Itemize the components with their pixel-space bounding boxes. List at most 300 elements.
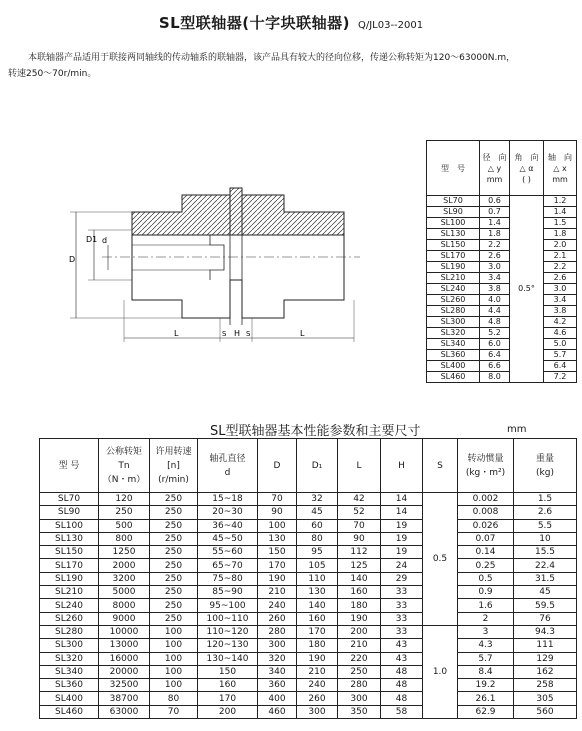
model-cell: SL240 — [40, 599, 99, 612]
weight-cell: 22.4 — [514, 559, 577, 572]
table-row — [40, 572, 577, 585]
H-cell: 48 — [381, 692, 423, 705]
header-axial: 轴 向 △ x mm — [544, 141, 577, 196]
torque-cell: 120 — [99, 493, 150, 506]
header-weight: 重量 (kg) — [514, 439, 577, 493]
header-model: 型 号 — [40, 439, 99, 493]
model-cell: SL300 — [427, 317, 480, 328]
radial-cell: 3.4 — [480, 273, 510, 284]
model-cell: SL150 — [40, 546, 99, 559]
D1-cell: 190 — [297, 652, 338, 665]
radial-cell: 6.4 — [480, 350, 510, 361]
table-row — [427, 295, 577, 306]
speed-cell: 250 — [150, 586, 198, 599]
inertia-cell: 0.9 — [458, 586, 514, 599]
model-cell: SL300 — [40, 639, 99, 652]
H-cell: 33 — [381, 586, 423, 599]
speed-cell: 250 — [150, 493, 198, 506]
radial-cell: 0.7 — [480, 207, 510, 218]
radial-cell: 1.8 — [480, 229, 510, 240]
table-row — [40, 612, 577, 625]
table-row — [40, 639, 577, 652]
axial-cell: 2.6 — [544, 273, 577, 284]
D1-cell: 140 — [297, 599, 338, 612]
L-cell: 125 — [338, 559, 381, 572]
speed-cell: 80 — [150, 692, 198, 705]
perf-table-header — [40, 439, 577, 493]
table-row — [40, 665, 577, 678]
header-L: L — [338, 439, 381, 493]
dim-label-S-right: S — [246, 330, 251, 338]
axial-cell: 3.8 — [544, 306, 577, 317]
model-cell: SL100 — [427, 218, 480, 229]
D-cell: 210 — [258, 586, 297, 599]
axial-cell: 1.8 — [544, 229, 577, 240]
weight-cell: 162 — [514, 665, 577, 678]
dim-label-L-left: L — [174, 329, 179, 338]
model-cell: SL340 — [40, 665, 99, 678]
D1-cell: 80 — [297, 532, 338, 545]
speed-cell: 250 — [150, 506, 198, 519]
model-cell: SL320 — [427, 328, 480, 339]
model-cell: SL280 — [427, 306, 480, 317]
axial-cell: 2.0 — [544, 240, 577, 251]
L-cell: 112 — [338, 546, 381, 559]
coupling-outline-lower — [132, 235, 344, 318]
header-D1: D₁ — [297, 439, 338, 493]
inertia-cell: 4.3 — [458, 639, 514, 652]
torque-cell: 500 — [99, 519, 150, 532]
bore-cell: 200 — [198, 705, 258, 718]
table-row — [427, 306, 577, 317]
torque-cell: 20000 — [99, 665, 150, 678]
table-row — [427, 229, 577, 240]
weight-cell: 305 — [514, 692, 577, 705]
table-row — [427, 317, 577, 328]
bore-cell: 100~110 — [198, 612, 258, 625]
right-hub-section — [242, 195, 344, 235]
D1-cell: 60 — [297, 519, 338, 532]
inertia-cell: 19.2 — [458, 679, 514, 692]
bore-cell: 120~130 — [198, 639, 258, 652]
D-cell: 340 — [258, 665, 297, 678]
table-row — [40, 493, 577, 506]
D-cell: 300 — [258, 639, 297, 652]
table-row — [427, 207, 577, 218]
model-cell: SL210 — [40, 586, 99, 599]
header-H: H — [381, 439, 423, 493]
radial-cell: 1.4 — [480, 218, 510, 229]
table-row — [40, 625, 577, 638]
bore-cell: 170 — [198, 692, 258, 705]
inertia-cell: 0.008 — [458, 506, 514, 519]
perf-table-body — [40, 493, 577, 719]
L-cell: 190 — [338, 612, 381, 625]
table-row — [427, 284, 577, 295]
bore-cell: 130~140 — [198, 652, 258, 665]
L-cell: 42 — [338, 493, 381, 506]
radial-cell: 6.0 — [480, 339, 510, 350]
D1-cell: 240 — [297, 679, 338, 692]
D1-cell: 110 — [297, 572, 338, 585]
D1-cell: 300 — [297, 705, 338, 718]
torque-cell: 800 — [99, 532, 150, 545]
perf-table-title: SL型联轴器基本性能参数和主要尺寸 — [210, 424, 421, 439]
radial-cell: 4.4 — [480, 306, 510, 317]
weight-cell: 76 — [514, 612, 577, 625]
intro-line-1: 本联轴器产品适用于联接两同轴线的传动轴系的联轴器，该产品具有较大的径向位移，传递公称转矩为120～63000N.m， — [28, 53, 516, 63]
inertia-cell: 0.002 — [458, 493, 514, 506]
bore-cell: 95~100 — [198, 599, 258, 612]
S-cell: 0.5 — [423, 493, 458, 626]
D1-cell: 105 — [297, 559, 338, 572]
dim-label-D1: D1 — [86, 235, 98, 244]
angular-cell: 0.5° — [510, 196, 544, 383]
dim-label-D: D — [69, 255, 76, 264]
table-row — [427, 372, 577, 383]
H-cell: 19 — [381, 519, 423, 532]
dim-label-L-right: L — [300, 329, 305, 338]
torque-cell: 9000 — [99, 612, 150, 625]
weight-cell: 560 — [514, 705, 577, 718]
table-row — [427, 273, 577, 284]
model-cell: SL170 — [40, 559, 99, 572]
H-cell: 43 — [381, 639, 423, 652]
table-row — [40, 679, 577, 692]
weight-cell: 2.6 — [514, 506, 577, 519]
D1-cell: 160 — [297, 612, 338, 625]
header-model: 型 号 — [427, 141, 480, 196]
L-cell: 210 — [338, 639, 381, 652]
D-cell: 260 — [258, 612, 297, 625]
table-row — [40, 519, 577, 532]
axial-cell: 3.0 — [544, 284, 577, 295]
table-row — [40, 692, 577, 705]
torque-cell: 63000 — [99, 705, 150, 718]
center-block-section — [230, 188, 242, 235]
model-cell: SL400 — [427, 361, 480, 372]
model-cell: SL320 — [40, 652, 99, 665]
model-cell: SL360 — [427, 350, 480, 361]
axial-cell: 1.2 — [544, 196, 577, 207]
dim-label-d: d — [102, 236, 108, 245]
inertia-cell: 62.9 — [458, 705, 514, 718]
D1-cell: 95 — [297, 546, 338, 559]
inertia-cell: 2 — [458, 612, 514, 625]
speed-cell: 250 — [150, 612, 198, 625]
model-cell: SL190 — [427, 262, 480, 273]
H-cell: 48 — [381, 665, 423, 678]
H-cell: 19 — [381, 532, 423, 545]
D-cell: 130 — [258, 532, 297, 545]
header-D: D — [258, 439, 297, 493]
perf-table-unit: mm — [507, 424, 527, 435]
D-cell: 150 — [258, 546, 297, 559]
L-cell: 220 — [338, 652, 381, 665]
speed-cell: 250 — [150, 546, 198, 559]
D-cell: 100 — [258, 519, 297, 532]
weight-cell: 1.5 — [514, 493, 577, 506]
table-row — [40, 599, 577, 612]
bore-cell: 45~50 — [198, 532, 258, 545]
inertia-cell: 26.1 — [458, 692, 514, 705]
bore-cell: 65~70 — [198, 559, 258, 572]
bore-cell: 110~120 — [198, 625, 258, 638]
D-cell: 280 — [258, 625, 297, 638]
weight-cell: 129 — [514, 652, 577, 665]
axial-cell: 2.2 — [544, 262, 577, 273]
table-row — [40, 506, 577, 519]
model-cell: SL70 — [427, 196, 480, 207]
coupling-drawing — [62, 150, 362, 360]
header-bore: 轴孔直径 d — [198, 439, 258, 493]
L-cell: 90 — [338, 532, 381, 545]
axial-cell: 5.7 — [544, 350, 577, 361]
header-torque: 公称转矩 Tn （N・m） — [99, 439, 150, 493]
left-hub-section — [132, 195, 230, 235]
L-cell: 250 — [338, 665, 381, 678]
weight-cell: 59.5 — [514, 599, 577, 612]
H-cell: 24 — [381, 559, 423, 572]
H-cell: 14 — [381, 493, 423, 506]
radial-cell: 2.2 — [480, 240, 510, 251]
performance-table — [39, 438, 577, 719]
L-cell: 52 — [338, 506, 381, 519]
weight-cell: 45 — [514, 586, 577, 599]
table-row — [40, 559, 577, 572]
header-S: S — [423, 439, 458, 493]
model-cell: SL130 — [427, 229, 480, 240]
torque-cell: 8000 — [99, 599, 150, 612]
inertia-cell: 0.25 — [458, 559, 514, 572]
table-row — [427, 262, 577, 273]
L-cell: 180 — [338, 599, 381, 612]
H-cell: 43 — [381, 652, 423, 665]
D1-cell: 45 — [297, 506, 338, 519]
intro-line-2: 转速250～70r/min。 — [8, 69, 97, 79]
bore-cell: 36~40 — [198, 519, 258, 532]
model-cell: SL100 — [40, 519, 99, 532]
table-row — [427, 251, 577, 262]
axial-cell: 4.6 — [544, 328, 577, 339]
dim-label-S-left: S — [222, 330, 227, 338]
speed-cell: 100 — [150, 652, 198, 665]
table-row — [40, 705, 577, 718]
model-cell: SL460 — [427, 372, 480, 383]
table-row — [40, 586, 577, 599]
inertia-cell: 0.5 — [458, 572, 514, 585]
radial-cell: 3.0 — [480, 262, 510, 273]
model-cell: SL150 — [427, 240, 480, 251]
D-cell: 90 — [258, 506, 297, 519]
intro-paragraph — [8, 50, 576, 82]
model-cell: SL460 — [40, 705, 99, 718]
D-cell: 360 — [258, 679, 297, 692]
H-cell: 48 — [381, 679, 423, 692]
H-cell: 29 — [381, 572, 423, 585]
model-cell: SL90 — [40, 506, 99, 519]
torque-cell: 32500 — [99, 679, 150, 692]
torque-cell: 16000 — [99, 652, 150, 665]
speed-cell: 250 — [150, 572, 198, 585]
S-cell: 1.0 — [423, 625, 458, 718]
H-cell: 19 — [381, 546, 423, 559]
torque-cell: 3200 — [99, 572, 150, 585]
D-cell: 190 — [258, 572, 297, 585]
weight-cell: 258 — [514, 679, 577, 692]
D-cell: 460 — [258, 705, 297, 718]
header-angular: 角 向 △ α ( ) — [510, 141, 544, 196]
bore-cell: 75~80 — [198, 572, 258, 585]
torque-cell: 10000 — [99, 625, 150, 638]
axial-cell: 6.4 — [544, 361, 577, 372]
table-row — [427, 196, 577, 207]
table-row — [427, 361, 577, 372]
D-cell: 170 — [258, 559, 297, 572]
model-cell: SL260 — [427, 295, 480, 306]
table-row — [427, 328, 577, 339]
inertia-cell: 8.4 — [458, 665, 514, 678]
weight-cell: 15.5 — [514, 546, 577, 559]
model-cell: SL260 — [40, 612, 99, 625]
axial-cell: 3.4 — [544, 295, 577, 306]
model-cell: SL340 — [427, 339, 480, 350]
table-row — [40, 546, 577, 559]
D-cell: 320 — [258, 652, 297, 665]
dim-label-H: H — [234, 329, 241, 338]
header-inertia: 转动惯量 (kg・m²) — [458, 439, 514, 493]
speed-cell: 250 — [150, 519, 198, 532]
model-cell: SL240 — [427, 284, 480, 295]
D1-cell: 180 — [297, 639, 338, 652]
D-cell: 70 — [258, 493, 297, 506]
torque-cell: 38700 — [99, 692, 150, 705]
D-cell: 400 — [258, 692, 297, 705]
D1-cell: 32 — [297, 493, 338, 506]
H-cell: 14 — [381, 506, 423, 519]
L-cell: 280 — [338, 679, 381, 692]
axial-cell: 4.2 — [544, 317, 577, 328]
inertia-cell: 5.7 — [458, 652, 514, 665]
model-cell: SL400 — [40, 692, 99, 705]
radial-cell: 6.6 — [480, 361, 510, 372]
table-row — [427, 339, 577, 350]
weight-cell: 94.3 — [514, 625, 577, 638]
torque-cell: 13000 — [99, 639, 150, 652]
header-radial: 径 向 △ y mm — [480, 141, 510, 196]
bore-cell: 20~30 — [198, 506, 258, 519]
weight-cell: 111 — [514, 639, 577, 652]
inertia-cell: 3 — [458, 625, 514, 638]
speed-cell: 100 — [150, 639, 198, 652]
standard-number: Q/JL03--2001 — [357, 20, 424, 31]
inertia-cell: 1.6 — [458, 599, 514, 612]
inertia-cell: 0.07 — [458, 532, 514, 545]
bore-cell: 160 — [198, 679, 258, 692]
inertia-cell: 0.026 — [458, 519, 514, 532]
D1-cell: 130 — [297, 586, 338, 599]
speed-cell: 100 — [150, 679, 198, 692]
L-cell: 160 — [338, 586, 381, 599]
displacement-table-body — [427, 196, 577, 383]
model-cell: SL280 — [40, 625, 99, 638]
axial-cell: 1.5 — [544, 218, 577, 229]
table-row — [40, 532, 577, 545]
displacement-table-header — [427, 141, 577, 196]
radial-cell: 4.0 — [480, 295, 510, 306]
weight-cell: 10 — [514, 532, 577, 545]
weight-cell: 5.5 — [514, 519, 577, 532]
D1-cell: 210 — [297, 665, 338, 678]
page-title — [0, 12, 582, 33]
bore-cell: 150 — [198, 665, 258, 678]
axial-cell: 5.0 — [544, 339, 577, 350]
bore-cell: 55~60 — [198, 546, 258, 559]
L-cell: 70 — [338, 519, 381, 532]
speed-cell: 250 — [150, 559, 198, 572]
torque-cell: 2000 — [99, 559, 150, 572]
model-cell: SL90 — [427, 207, 480, 218]
torque-cell: 250 — [99, 506, 150, 519]
D-cell: 240 — [258, 599, 297, 612]
displacement-table — [426, 140, 577, 383]
model-cell: SL210 — [427, 273, 480, 284]
speed-cell: 70 — [150, 705, 198, 718]
bore-cell: 15~18 — [198, 493, 258, 506]
D1-cell: 260 — [297, 692, 338, 705]
speed-cell: 250 — [150, 599, 198, 612]
L-cell: 140 — [338, 572, 381, 585]
bore-cell: 85~90 — [198, 586, 258, 599]
header-speed: 许用转速 [n] (r/min) — [150, 439, 198, 493]
D1-cell: 170 — [297, 625, 338, 638]
H-cell: 58 — [381, 705, 423, 718]
document-title: SL型联轴器(十字块联轴器) — [158, 14, 350, 32]
model-cell: SL360 — [40, 679, 99, 692]
radial-cell: 0.6 — [480, 196, 510, 207]
model-cell: SL190 — [40, 572, 99, 585]
torque-cell: 5000 — [99, 586, 150, 599]
torque-cell: 1250 — [99, 546, 150, 559]
radial-cell: 8.0 — [480, 372, 510, 383]
speed-cell: 250 — [150, 532, 198, 545]
radial-cell: 4.8 — [480, 317, 510, 328]
table-row — [427, 218, 577, 229]
H-cell: 33 — [381, 612, 423, 625]
L-cell: 300 — [338, 692, 381, 705]
radial-cell: 5.2 — [480, 328, 510, 339]
inertia-cell: 0.14 — [458, 546, 514, 559]
model-cell: SL70 — [40, 493, 99, 506]
axial-cell: 7.2 — [544, 372, 577, 383]
H-cell: 33 — [381, 599, 423, 612]
model-cell: SL170 — [427, 251, 480, 262]
L-cell: 350 — [338, 705, 381, 718]
table-row — [427, 240, 577, 251]
H-cell: 33 — [381, 625, 423, 638]
L-cell: 200 — [338, 625, 381, 638]
speed-cell: 100 — [150, 665, 198, 678]
model-cell: SL130 — [40, 532, 99, 545]
radial-cell: 2.6 — [480, 251, 510, 262]
weight-cell: 31.5 — [514, 572, 577, 585]
axial-cell: 2.1 — [544, 251, 577, 262]
speed-cell: 100 — [150, 625, 198, 638]
table-row — [427, 350, 577, 361]
axial-cell: 1.4 — [544, 207, 577, 218]
table-row — [40, 652, 577, 665]
radial-cell: 3.8 — [480, 284, 510, 295]
